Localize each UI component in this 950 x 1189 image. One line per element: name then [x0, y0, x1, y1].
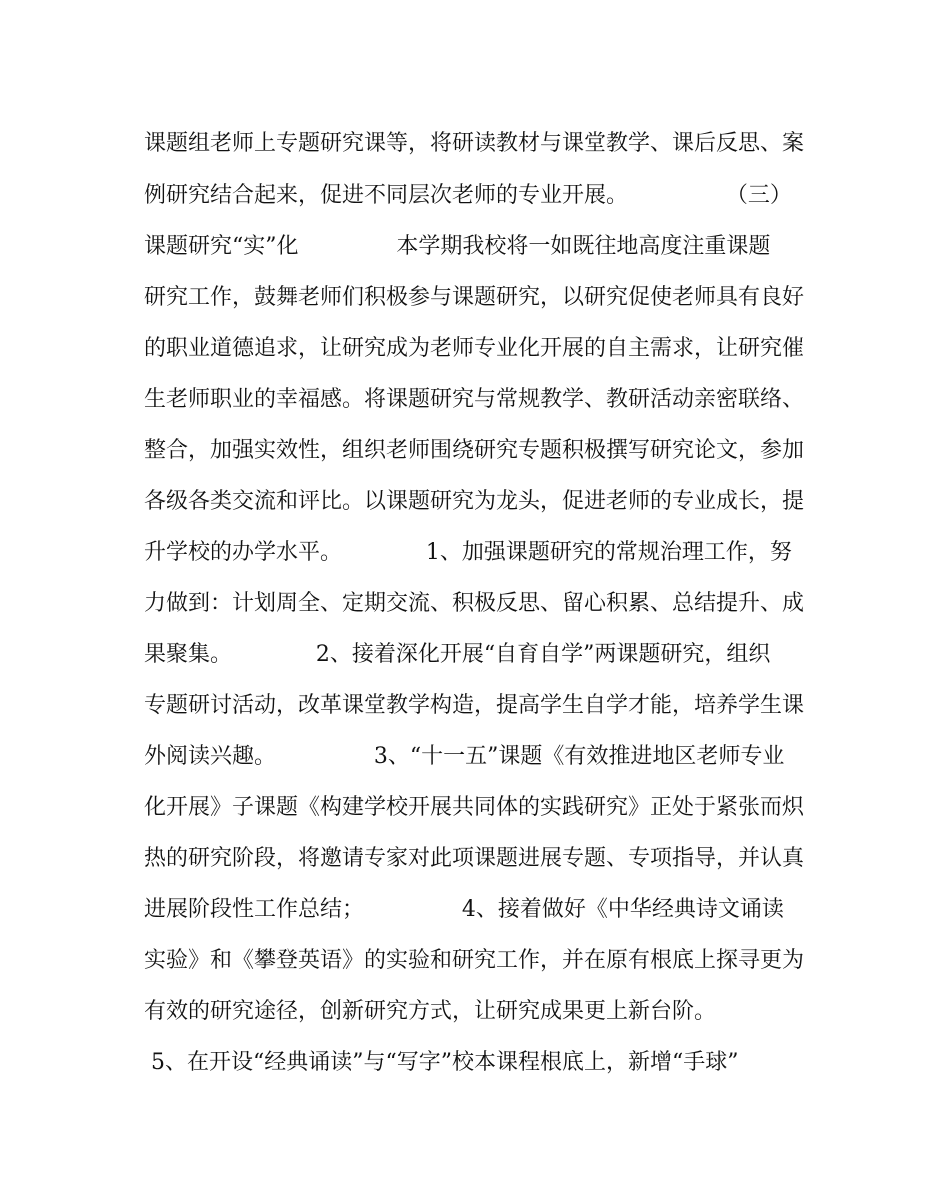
text-line: 生老师职业的幸福感。将课题研究与常规教学、教研活动亲密联络、	[144, 387, 805, 412]
text-line: 有效的研究途径，创新研究方式，让研究成果更上新台阶。	[144, 999, 717, 1024]
text-line: 专题研讨活动，改革课堂教学构造，提高学生自学才能，培养学生课	[144, 693, 805, 718]
text-line: 外阅读兴趣。 3、“十一五”课题《有效推进地区老师专业	[144, 744, 785, 769]
text-line: 课题研究“实”化 本学期我校将一如既往地高度注重课题	[144, 234, 771, 259]
text-line: 例研究结合起来，促进不同层次老师的专业开展。 （三）	[144, 183, 792, 208]
text-line: 各级各类交流和评比。以课题研究为龙头，促进老师的专业成长，提	[144, 489, 805, 514]
text-line: 热的研究阶段，将邀请专家对此项课题进展专题、专项指导，并认真	[144, 846, 805, 871]
text-line: 进展阶段性工作总结； 4、接着做好《中华经典诗文诵读	[144, 897, 784, 922]
text-line: 的职业道德追求，让研究成为老师专业化开展的自主需求，让研究催	[144, 336, 805, 361]
text-line: 果聚集。 2、接着深化开展“自育自学”两课题研究，组织	[144, 642, 771, 667]
text-line: 化开展》子课题《构建学校开展共同体的实践研究》正处于紧张而炽	[144, 795, 805, 820]
text-line: 实验》和《攀登英语》的实验和研究工作，并在原有根底上探寻更为	[144, 948, 805, 973]
text-line: 力做到：计划周全、定期交流、积极反思、留心积累、总结提升、成	[144, 591, 805, 616]
text-line: 课题组老师上专题研究课等，将研读教材与课堂教学、课后反思、案	[144, 131, 805, 156]
text-line: 整合，加强实效性，组织老师围绕研究专题积极撰写研究论文，参加	[144, 438, 805, 463]
text-line: 5、在开设“经典诵读”与“写字”校本课程根底上，新增“手球”	[144, 1050, 739, 1075]
text-line: 研究工作，鼓舞老师们积极参与课题研究，以研究促使老师具有良好	[144, 285, 805, 310]
text-line: 升学校的办学水平。 1、加强课题研究的常规治理工作，努	[144, 540, 792, 565]
